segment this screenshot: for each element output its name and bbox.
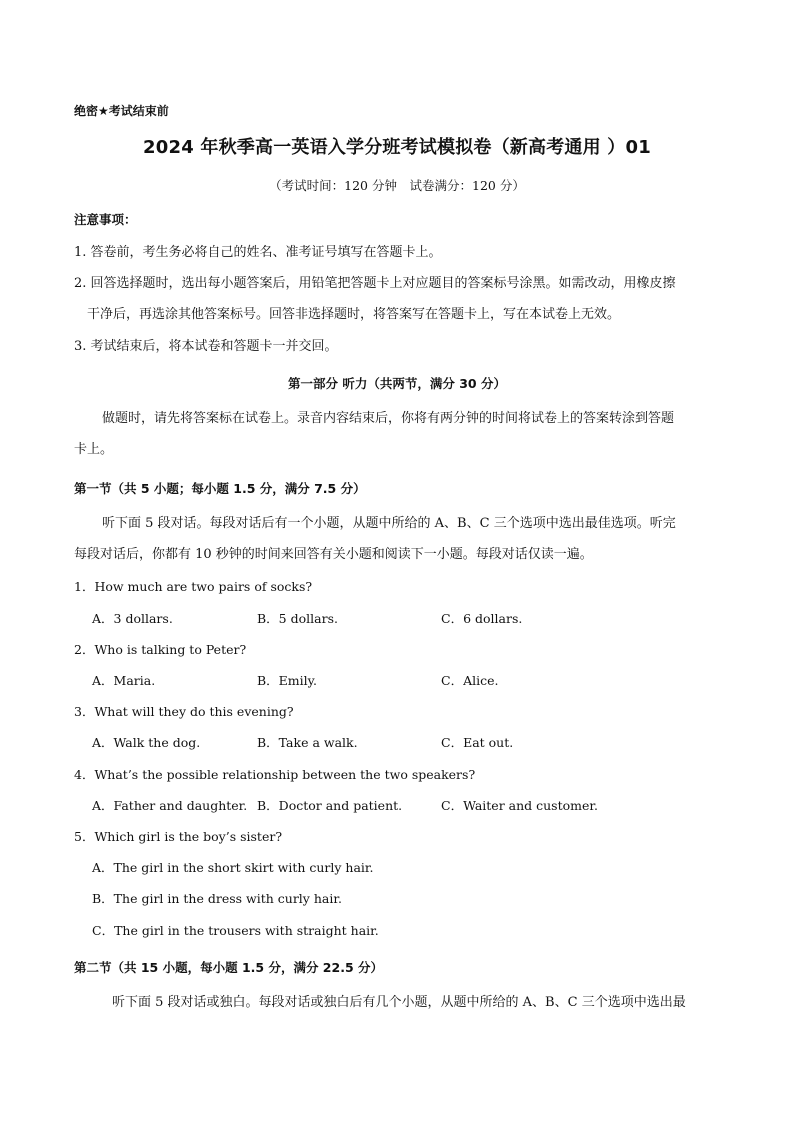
question-4-option-b: B．Doctor and patient.	[257, 798, 403, 813]
notes-heading: 注意事项：	[74, 212, 137, 227]
question-3-stem: 3．What will they do this evening?	[74, 704, 294, 719]
section2-intro-line1: 听下面 5 段对话或独白。每段对话或独白后有几个小题，从题中所给的 A、B、C 三个选项中选出最	[112, 995, 686, 1010]
note-item-1: 1. 答卷前，考生务必将自己的姓名、准考证号填写在答题卡上。	[74, 245, 442, 260]
question-4-stem: 4．What’s the possible relationship between the two speakers?	[74, 767, 476, 782]
question-1-option-b: B．5 dollars.	[257, 611, 338, 626]
question-4-option-a: A．Father and daughter.	[92, 798, 248, 813]
section1-intro-line1: 听下面 5 段对话。每段对话后有一个小题，从题中所给的 A、B、C 三个选项中选出最佳选项。听完	[102, 516, 676, 531]
question-4-option-c: C．Waiter and customer.	[441, 798, 598, 813]
note-item-3: 3. 考试结束后，将本试卷和答题卡一并交回。	[74, 339, 338, 354]
question-3-option-c: C．Eat out.	[441, 735, 514, 750]
question-2-option-a: A．Maria.	[92, 673, 156, 688]
question-2-stem: 2．Who is talking to Peter?	[74, 642, 247, 657]
section1-intro-line2: 每段对话后，你都有 10 秒钟的时间来回答有关小题和阅读下一小题。每段对话仅读一遍。	[74, 547, 593, 562]
exam-subtitle: （考试时间：120 分钟 试卷满分：120 分）	[269, 178, 525, 193]
question-5-stem: 5．Which girl is the boy’s sister?	[74, 829, 283, 844]
question-1-stem: 1．How much are two pairs of socks?	[74, 579, 313, 594]
question-3-option-b: B．Take a walk.	[257, 735, 358, 750]
question-1-option-a: A．3 dollars.	[92, 611, 173, 626]
section2-heading: 第二节（共 15 小题，每小题 1.5 分，满分 22.5 分）	[74, 960, 383, 975]
question-3-option-a: A．Walk the dog.	[92, 735, 201, 750]
note-item-2: 2. 回答选择题时，选出每小题答案后，用铅笔把答题卡上对应题目的答案标号涂黑。如需改动，用橡皮擦	[74, 276, 676, 291]
question-5-option-a: A．The girl in the short skirt with curly hair.	[92, 860, 374, 875]
part1-intro-line2: 卡上。	[74, 442, 114, 457]
question-5-option-b: B．The girl in the dress with curly hair.	[92, 891, 342, 906]
question-2-option-b: B．Emily.	[257, 673, 318, 688]
confidential-label: 绝密★考试结束前	[74, 104, 169, 118]
exam-title: 2024 年秋季高一英语入学分班考试模拟卷（新高考通用 ）01	[143, 137, 651, 158]
note-item-2-cont: 干净后，再选涂其他答案标号。回答非选择题时，将答案写在答题卡上，写在本试卷上无效。	[87, 307, 621, 322]
section1-heading: 第一节（共 5 小题；每小题 1.5 分，满分 7.5 分）	[74, 481, 366, 496]
question-5-option-c: C．The girl in the trousers with straight hair.	[92, 923, 379, 938]
part1-intro-line1: 做题时，请先将答案标在试卷上。录音内容结束后，你将有两分钟的时间将试卷上的答案转涂到答题	[102, 411, 675, 426]
part1-heading: 第一部分 听力（共两节，满分 30 分）	[288, 376, 506, 391]
question-2-option-c: C．Alice.	[441, 673, 499, 688]
question-1-option-c: C．6 dollars.	[441, 611, 523, 626]
